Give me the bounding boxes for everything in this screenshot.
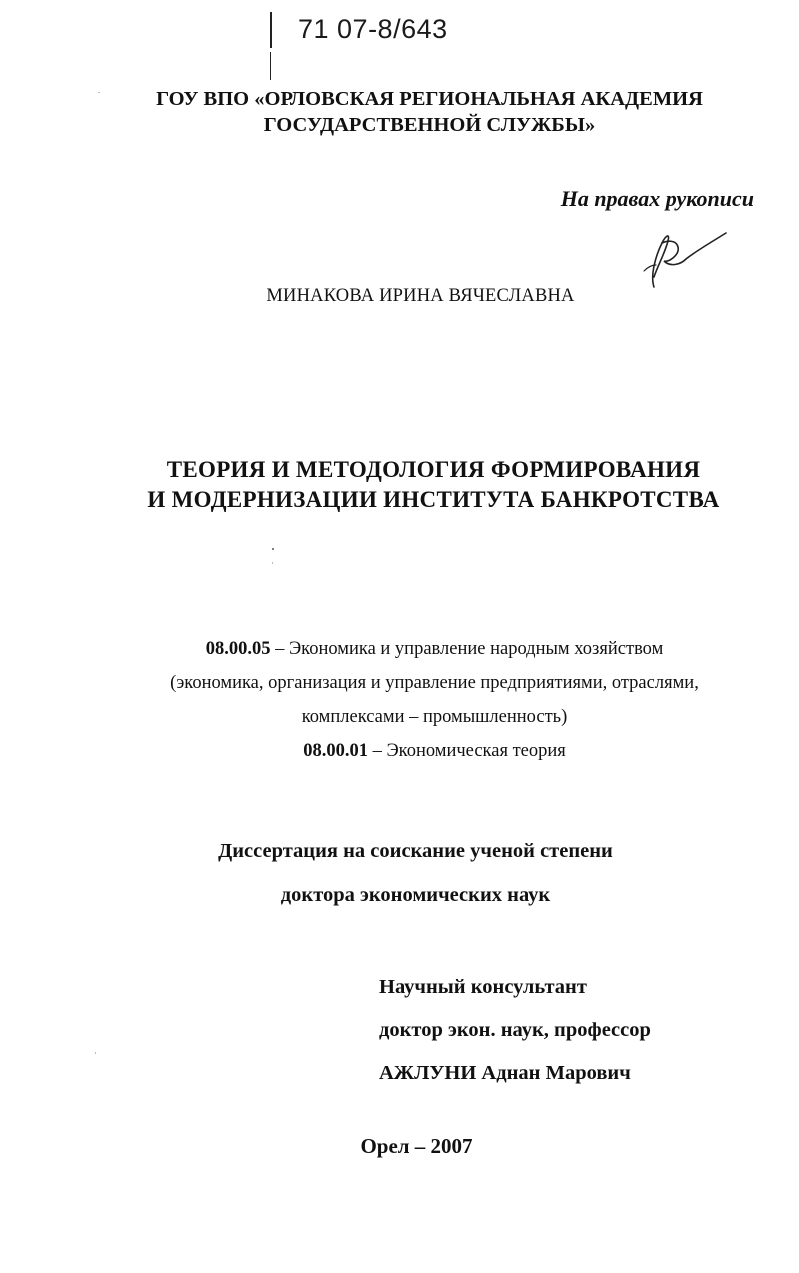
scientific-consultant <box>379 966 651 1095</box>
consultant-degree: доктор экон. наук, профессор <box>379 1019 651 1041</box>
library-stamp-number: 71 07-8/643 <box>298 14 448 44</box>
specialty-text-2: – Экономическая теория <box>367 741 566 761</box>
degree-line-1: Диссертация на соискание ученой степени <box>218 840 613 862</box>
scan-speck <box>95 1052 96 1054</box>
author-name: МИНАКОВА ИРИНА ВЯЧЕСЛАВНА <box>266 286 575 306</box>
title-line-1: ТЕОРИЯ И МЕТОДОЛОГИЯ ФОРМИРОВАНИЯ <box>166 457 701 482</box>
scan-speck <box>272 562 273 564</box>
dissertation-title <box>34 455 799 515</box>
specialty-block <box>35 632 799 768</box>
specialty-text-1: – Экономика и управление народным хозяйством <box>270 639 664 659</box>
title-line-2: И МОДЕРНИЗАЦИИ ИНСТИТУТА БАНКРОТСТВА <box>147 487 720 512</box>
scan-dot <box>272 548 274 550</box>
consultant-role: Научный консультант <box>379 976 587 998</box>
handwritten-signature <box>640 225 735 295</box>
specialty-code-1: 08.00.05 <box>205 639 271 659</box>
degree-line-2: доктора экономических наук <box>280 884 551 906</box>
specialty-line-2: (экономика, организация и управление предприятиями, отраслями, <box>170 673 699 693</box>
consultant-given-names: Аднан Марович <box>476 1062 631 1084</box>
institution-line-1: ГОУ ВПО «ОРЛОВСКАЯ РЕГИОНАЛЬНАЯ АКАДЕМИЯ <box>156 88 703 110</box>
manuscript-rights-note: На правах рукописи <box>560 186 754 211</box>
specialty-code-2: 08.00.01 <box>303 741 368 761</box>
scan-speck <box>98 92 100 93</box>
degree-statement <box>16 829 799 917</box>
specialty-line-3: комплексами – промышленность) <box>301 707 568 727</box>
consultant-surname: АЖЛУНИ <box>379 1062 477 1084</box>
specialty-line-4 <box>35 734 799 768</box>
specialty-line-1 <box>35 632 799 666</box>
city-year: Орел – 2007 <box>360 1134 473 1158</box>
stamp-line-upper <box>270 12 272 48</box>
institution-name <box>30 86 799 138</box>
consultant-name <box>379 1052 651 1095</box>
stamp-line-lower <box>270 52 271 80</box>
institution-line-2: ГОСУДАРСТВЕННОЙ СЛУЖБЫ» <box>263 114 596 136</box>
